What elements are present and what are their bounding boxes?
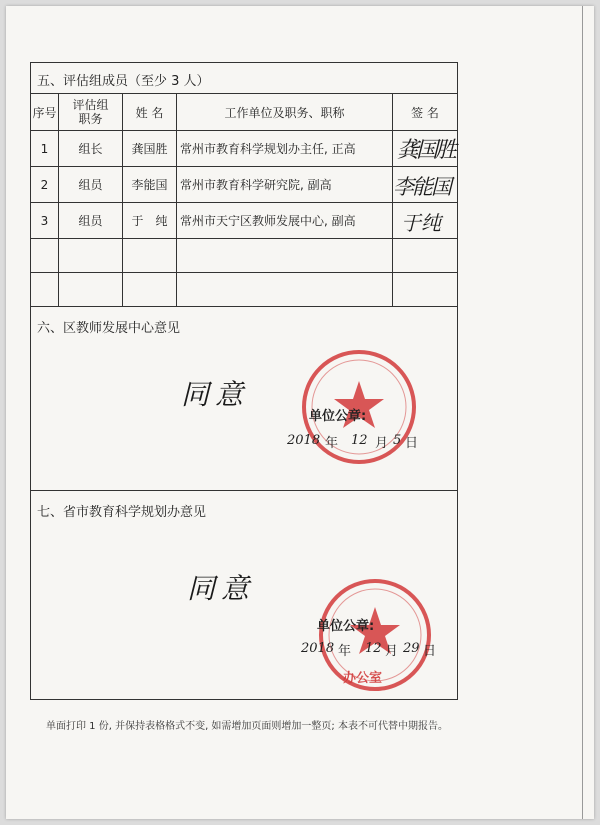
row-signature bbox=[393, 167, 457, 202]
members-table-header bbox=[31, 94, 457, 131]
row-unit: 常州市天宁区教师发展中心, 副高 bbox=[177, 203, 393, 238]
row-role: 组员 bbox=[59, 167, 123, 202]
row-name: 龚国胜 bbox=[123, 131, 177, 166]
section6-opinion-handwriting: 同意 bbox=[181, 378, 250, 411]
section5-title-row bbox=[31, 63, 457, 94]
section7-opinion-handwriting: 同意 bbox=[187, 572, 256, 605]
row-name: 于 纯 bbox=[123, 203, 177, 238]
row-no: 3 bbox=[31, 203, 59, 238]
row-name: 李能国 bbox=[123, 167, 177, 202]
section6-seal-label: 单位公章: bbox=[309, 409, 367, 424]
signature-handwriting: 于纯 bbox=[401, 211, 441, 235]
header-name: 姓 名 bbox=[123, 94, 177, 130]
table-row bbox=[31, 203, 457, 239]
table-row bbox=[31, 167, 457, 203]
table-row bbox=[31, 131, 457, 167]
row-unit: 常州市教育科学规划办主任, 正高 bbox=[177, 131, 393, 166]
signature-handwriting: 龚国胜 bbox=[397, 138, 455, 163]
header-signature: 签 名 bbox=[411, 105, 439, 120]
footer-note: 单面打印 1 份, 并保持表格格式不变, 如需增加页面则增加一整页; 本表不可代替中期报告。 bbox=[46, 721, 448, 732]
scan-edge bbox=[582, 6, 583, 819]
header-unit: 工作单位及职务、职称 bbox=[177, 94, 393, 130]
header-no: 序号 bbox=[31, 94, 59, 130]
row-no: 1 bbox=[31, 131, 59, 166]
table-row-empty bbox=[31, 239, 457, 273]
table-row-empty bbox=[31, 273, 457, 307]
seal-bottom-text: 办公室 bbox=[343, 671, 383, 686]
document-page bbox=[6, 6, 594, 819]
row-no: 2 bbox=[31, 167, 59, 202]
row-unit: 常州市教育科学研究院, 副高 bbox=[177, 167, 393, 202]
section5-title: 五、评估组成员（至少 3 人） bbox=[37, 74, 210, 89]
section7-seal-label: 单位公章: bbox=[317, 619, 375, 634]
signature-handwriting: 李能国 bbox=[393, 175, 450, 199]
row-signature bbox=[393, 203, 457, 238]
row-role: 组员 bbox=[59, 203, 123, 238]
row-role: 组长 bbox=[59, 131, 123, 166]
evaluation-form bbox=[30, 62, 458, 700]
header-role: 评估组 职务 bbox=[59, 94, 123, 130]
section6-block: 六、区教师发展中心意见 同意 单位公章: 2018 年 12 月 5 日 bbox=[31, 307, 457, 491]
row-signature bbox=[393, 131, 457, 166]
section6-title: 六、区教师发展中心意见 bbox=[37, 321, 181, 336]
section7-block: 七、省市教育科学规划办意见 同意 办公室 单位公章: 2018 年 12 月 29 日 bbox=[31, 491, 457, 698]
section7-title: 七、省市教育科学规划办意见 bbox=[37, 505, 207, 520]
